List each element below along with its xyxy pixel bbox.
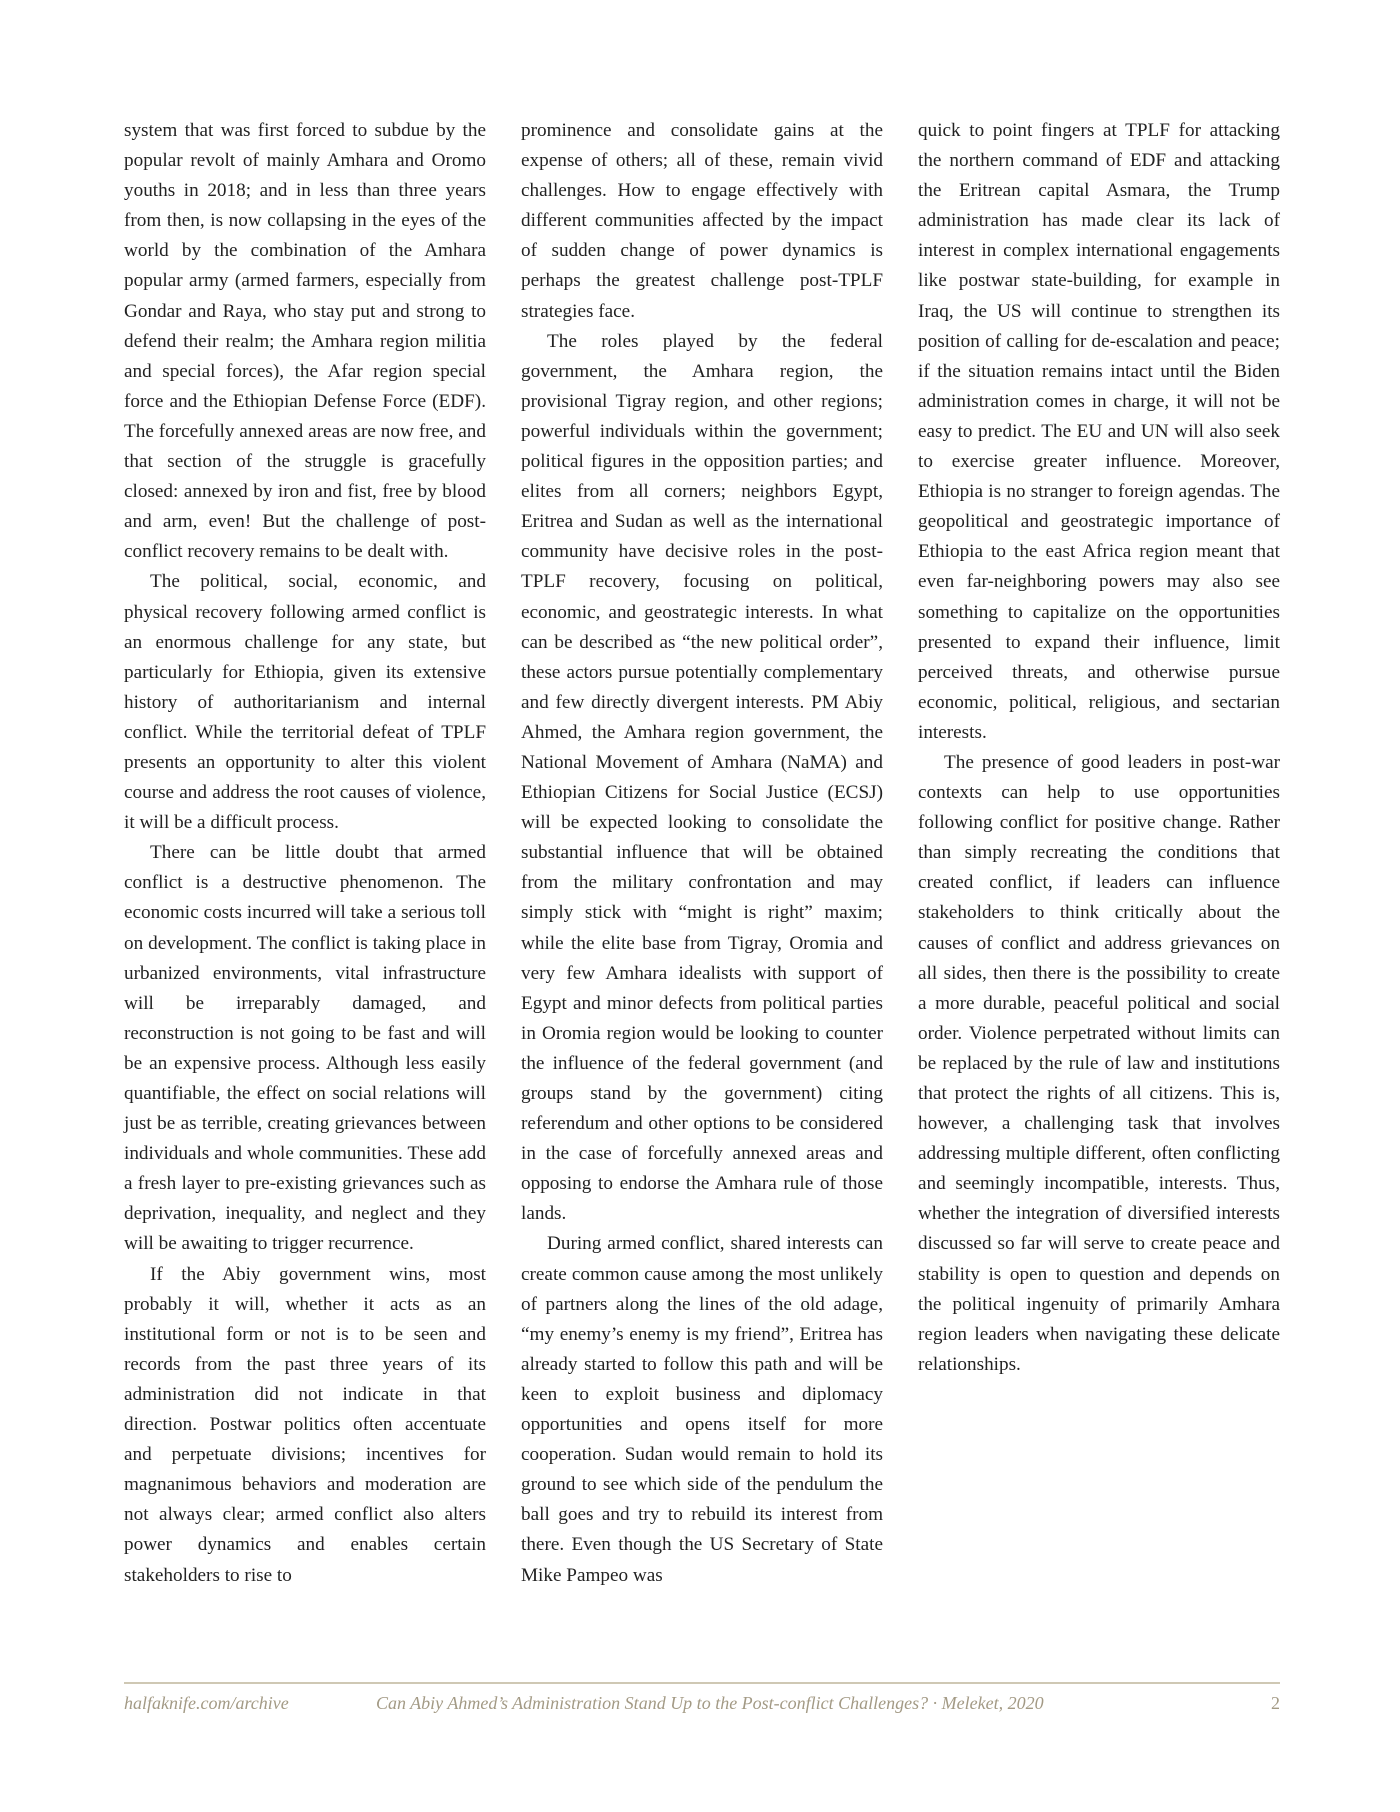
text-column-1 bbox=[124, 116, 486, 1591]
paragraph: prominence and consolidate gains at the expense of others; all of these, remain vivid challenges. How to engage effectively with different communities affected by the impact of sudden change of power dynamics is perhaps the greatest challenge post-TPLF strategies face. bbox=[521, 120, 883, 322]
paragraph: There can be little doubt that armed conflict is a destructive phenomenon. The economic costs incurred will take a serious toll on development. The conflict is taking place in urbanized environments, vital infrastructure will be irreparably damaged, and reconstruction is not going to be fast and will be an expensive process. Although less easily quantifiable, the effect on social relations will just be as terrible, creating grievances between individuals and whole communities. These add a fresh layer to pre-existing grievances such as deprivation, inequality, and neglect and they will be awaiting to trigger recurrence. bbox=[124, 842, 486, 1255]
paragraph: system that was first forced to subdue by the popular revolt of mainly Amhara and Oromo youths in 2018; and in less than three years from then, is now collapsing in the eyes of the world by the combination of the Amhara popular army (armed farmers, especially from Gondar and Raya, who stay put and strong to defend their realm; the Amhara region militia and special forces), the Afar region special force and the Ethiopian Defense Force (EDF). The forcefully annexed areas are now free, and that section of the struggle is gracefully closed: annexed by iron and fist, free by blood and arm, even! But the challenge of post-conflict recovery remains to be dealt with. bbox=[124, 120, 486, 563]
text-column-2 bbox=[521, 116, 883, 1591]
paragraph: During armed conflict, shared interests can create common cause among the most unlikely of partners along the lines of the old adage, “my enemy’s enemy is my friend”, Eritrea has already started to follow this path and will be keen to exploit business and diplomacy opportunities and opens itself for more cooperation. Sudan would remain to hold its ground to see which side of the pendulum the ball goes and try to rebuild its interest from there. Even though the US Secretary of State Mike Pampeo was bbox=[521, 1233, 883, 1586]
footer-article-title: Can Abiy Ahmed’s Administration Stand Up to the Post-conflict Challenges? · Meleket, 2020 bbox=[376, 1693, 1044, 1713]
paragraph: quick to point fingers at TPLF for attacking the northern command of EDF and attacking the Eritrean capital Asmara, the Trump administration has made clear its lack of interest in complex international engagements like postwar state-building, for example in Iraq, the US will continue to strengthen its position of calling for de-escalation and peace; if the situation remains intact until the Biden administration comes in charge, it will not be easy to predict. The EU and UN will also seek to exercise greater influence. Moreover, Ethiopia is no stranger to foreign agendas. The geopolitical and geostrategic importance of Ethiopia to the east Africa region meant that even far-neighboring powers may also see something to capitalize on the opportunities presented to expand their influence, limit perceived threats, and otherwise pursue economic, political, religious, and sectarian interests. bbox=[918, 120, 1280, 743]
paragraph: The roles played by the federal government, the Amhara region, the provisional Tigray region, and other regions; powerful individuals within the government; political figures in the opposition parties; and elites from all corners; neighbors Egypt, Eritrea and Sudan as well as the international community have decisive roles in the post-TPLF recovery, focusing on political, economic, and geostrategic interests. In what can be described as “the new political order”, these actors pursue potentially complementary and few directly divergent interests. PM Abiy Ahmed, the Amhara region government, the National Movement of Amhara (NaMA) and Ethiopian Citizens for Social Justice (ECSJ) will be expected looking to consolidate the substantial influence that will be obtained from the military confrontation and may simply stick with “might is right” maxim; while the elite base from Tigray, Oromia and very few Amhara idealists with support of Egypt and minor defects from political parties in Oromia region would be looking to counter the influence of the federal government (and groups stand by the government) citing referendum and other options to be considered in the case of forcefully annexed areas and opposing to endorse the Amhara rule of those lands. bbox=[521, 330, 883, 1225]
paragraph: The political, social, economic, and physical recovery following armed conflict is an enormous challenge for any state, but particularly for Ethiopia, given its extensive history of authoritarianism and internal conflict. While the territorial defeat of TPLF presents an opportunity to alter this violent course and address the root causes of violence, it will be a difficult process. bbox=[124, 571, 486, 834]
page-number: 2 bbox=[1271, 1693, 1280, 1713]
footer-source-link[interactable]: halfaknife.com/archive bbox=[124, 1693, 289, 1713]
paragraph: The presence of good leaders in post-war contexts can help to use opportunities following conflict for positive change. Rather than simply recreating the conditions that created conflict, if leaders can influence stakeholders to think critically about the causes of conflict and address grievances on all sides, then there is the possibility to create a more durable, peaceful political and social order. Violence perpetrated without limits can be replaced by the rule of law and institutions that protect the rights of all citizens. This is, however, a challenging task that involves addressing multiple different, often conflicting and seemingly incompatible, interests. Thus, whether the integration of diversified interests discussed so far will serve to create peace and stability is open to question and depends on the political ingenuity of primarily Amhara region leaders when navigating these delicate relationships. bbox=[918, 751, 1280, 1375]
paragraph: If the Abiy government wins, most probably it will, whether it acts as an institutional form or not is to be seen and records from the past three years of its administration did not indicate in that direction. Postwar politics often accentuate and perpetuate divisions; incentives for magnanimous behaviors and moderation are not always clear; armed conflict also alters power dynamics and enables certain stakeholders to rise to bbox=[124, 1263, 486, 1586]
text-column-3 bbox=[918, 116, 1280, 1380]
footer-divider bbox=[124, 1682, 1280, 1684]
